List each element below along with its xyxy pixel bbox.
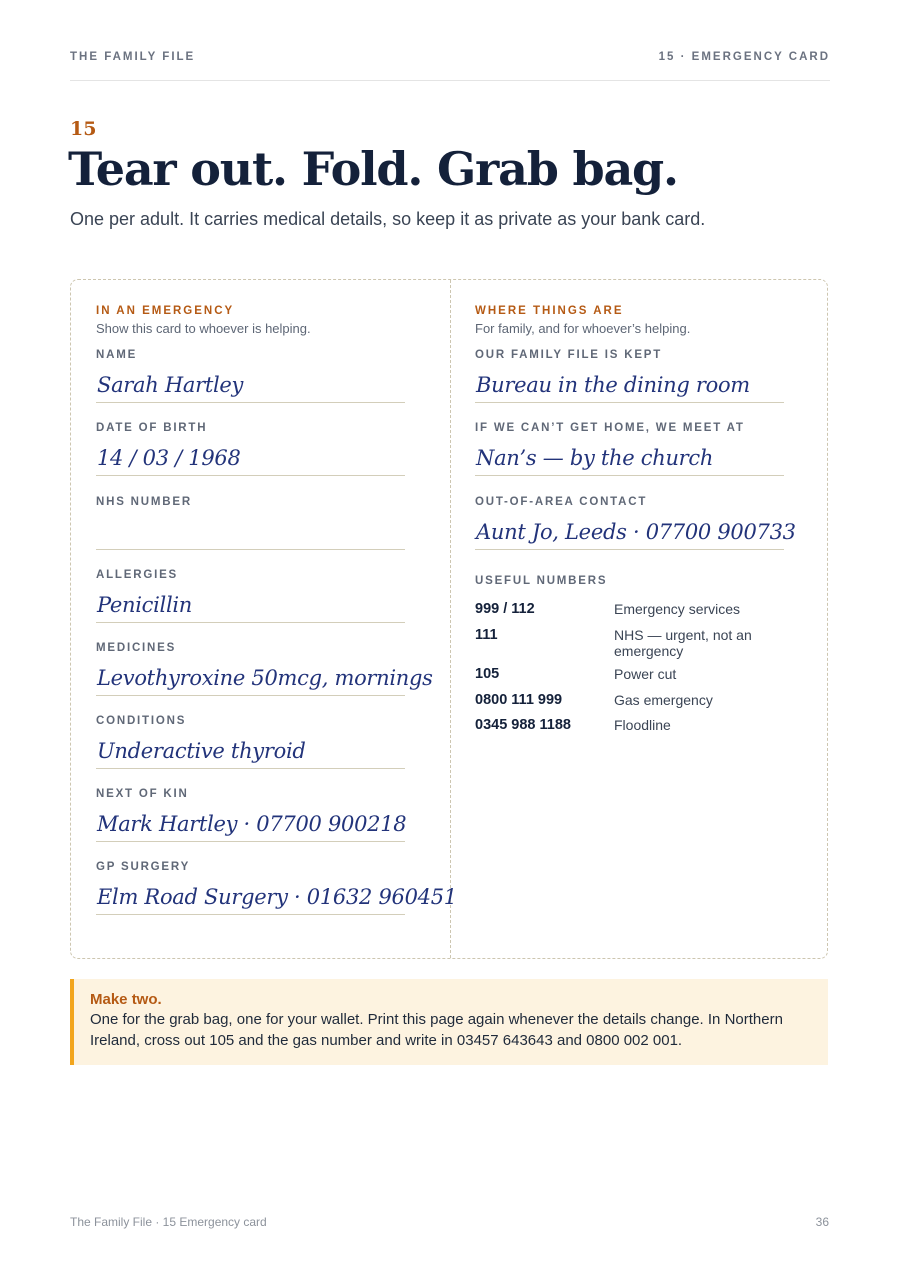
- field-gp-surgery: [96, 861, 457, 916]
- panel-heading: WHERE THINGS ARE: [475, 305, 624, 317]
- field-label: CONDITIONS: [96, 715, 187, 727]
- field-label: GP SURGERY: [96, 861, 191, 873]
- field-label: ALLERGIES: [96, 569, 179, 581]
- phone-number: 0345 988 1188: [475, 717, 571, 733]
- write-line: [475, 402, 784, 403]
- field-label: IF WE CAN’T GET HOME, WE MEET AT: [475, 422, 745, 434]
- field-value: Aunt Jo, Leeds · 07700 900733: [476, 520, 796, 544]
- phone-number: 111: [475, 627, 498, 643]
- field-value: Elm Road Surgery · 01632 960451: [97, 885, 457, 909]
- write-line: [96, 914, 405, 915]
- number-description: Floodline: [614, 717, 671, 733]
- field-family-file-location: [475, 349, 784, 404]
- number-description: NHS — urgent, not an emergency: [614, 627, 752, 659]
- field-allergies: [96, 569, 405, 624]
- field-value: Penicillin: [97, 593, 193, 617]
- field-value: Levothyroxine 50mcg, mornings: [97, 666, 433, 690]
- running-head-section: 15 · EMERGENCY CARD: [658, 51, 830, 63]
- panel-hint: Show this card to whoever is helping.: [96, 321, 311, 336]
- field-out-of-area-contact: [475, 496, 796, 551]
- running-head-title: THE FAMILY FILE: [70, 51, 196, 63]
- write-line: [96, 695, 405, 696]
- field-meeting-point: [475, 422, 784, 477]
- field-label: OUT-OF-AREA CONTACT: [475, 496, 648, 508]
- field-value: 14 / 03 / 1968: [97, 446, 241, 470]
- field-date-of-birth: [96, 422, 405, 477]
- callout-title: Make two.: [90, 991, 162, 1008]
- field-label: NAME: [96, 349, 138, 361]
- field-label: OUR FAMILY FILE IS KEPT: [475, 349, 663, 361]
- phone-number: 0800 111 999: [475, 692, 563, 708]
- chapter-number: 15: [70, 118, 97, 140]
- phone-number: 105: [475, 666, 500, 682]
- write-line: [475, 549, 784, 550]
- field-label: DATE OF BIRTH: [96, 422, 208, 434]
- field-value: Mark Hartley · 07700 900218: [97, 812, 407, 836]
- footer-title: The Family File · 15 Emergency card: [70, 1215, 267, 1229]
- field-medicines: [96, 642, 433, 697]
- write-line: [475, 475, 784, 476]
- page-subtitle: One per adult. It carries medical details, so keep it as private as your bank card.: [70, 209, 706, 229]
- field-value: Nan’s — by the church: [476, 446, 714, 470]
- field-conditions: [96, 715, 405, 770]
- make-two-callout: [70, 979, 828, 1065]
- page-title: Tear out. Fold. Grab bag.: [68, 142, 678, 196]
- write-line: [96, 549, 405, 550]
- phone-number: 999 / 112: [475, 601, 535, 617]
- field-next-of-kin: [96, 788, 405, 843]
- useful-numbers-heading: USEFUL NUMBERS: [475, 575, 608, 587]
- emergency-card: [70, 279, 828, 959]
- number-description: Gas emergency: [614, 692, 713, 708]
- fold-line: [450, 280, 451, 958]
- field-value: Underactive thyroid: [97, 739, 306, 763]
- write-line: [96, 475, 405, 476]
- number-description: Power cut: [614, 666, 677, 682]
- field-name: [96, 349, 405, 404]
- field-value: Sarah Hartley: [97, 373, 244, 397]
- write-line: [96, 402, 405, 403]
- callout-body: One for the grab bag, one for your wallet. Print this page again whenever the details change. In Northern Ireland, cross out 105 and the gas number and write in 03457 643643 and 0800 002 001.: [90, 1011, 783, 1049]
- field-label: MEDICINES: [96, 642, 177, 654]
- write-line: [96, 768, 405, 769]
- field-label: NHS NUMBER: [96, 496, 192, 508]
- write-line: [96, 622, 405, 623]
- running-head: [70, 50, 830, 81]
- field-value: Bureau in the dining room: [476, 373, 750, 397]
- panel-hint: For family, and for whoever’s helping.: [475, 321, 691, 336]
- panel-heading: IN AN EMERGENCY: [96, 305, 235, 317]
- write-line: [96, 841, 405, 842]
- page-number: 36: [815, 1215, 829, 1229]
- field-label: NEXT OF KIN: [96, 788, 189, 800]
- number-description: Emergency services: [614, 601, 741, 617]
- field-nhs-number: [96, 496, 405, 551]
